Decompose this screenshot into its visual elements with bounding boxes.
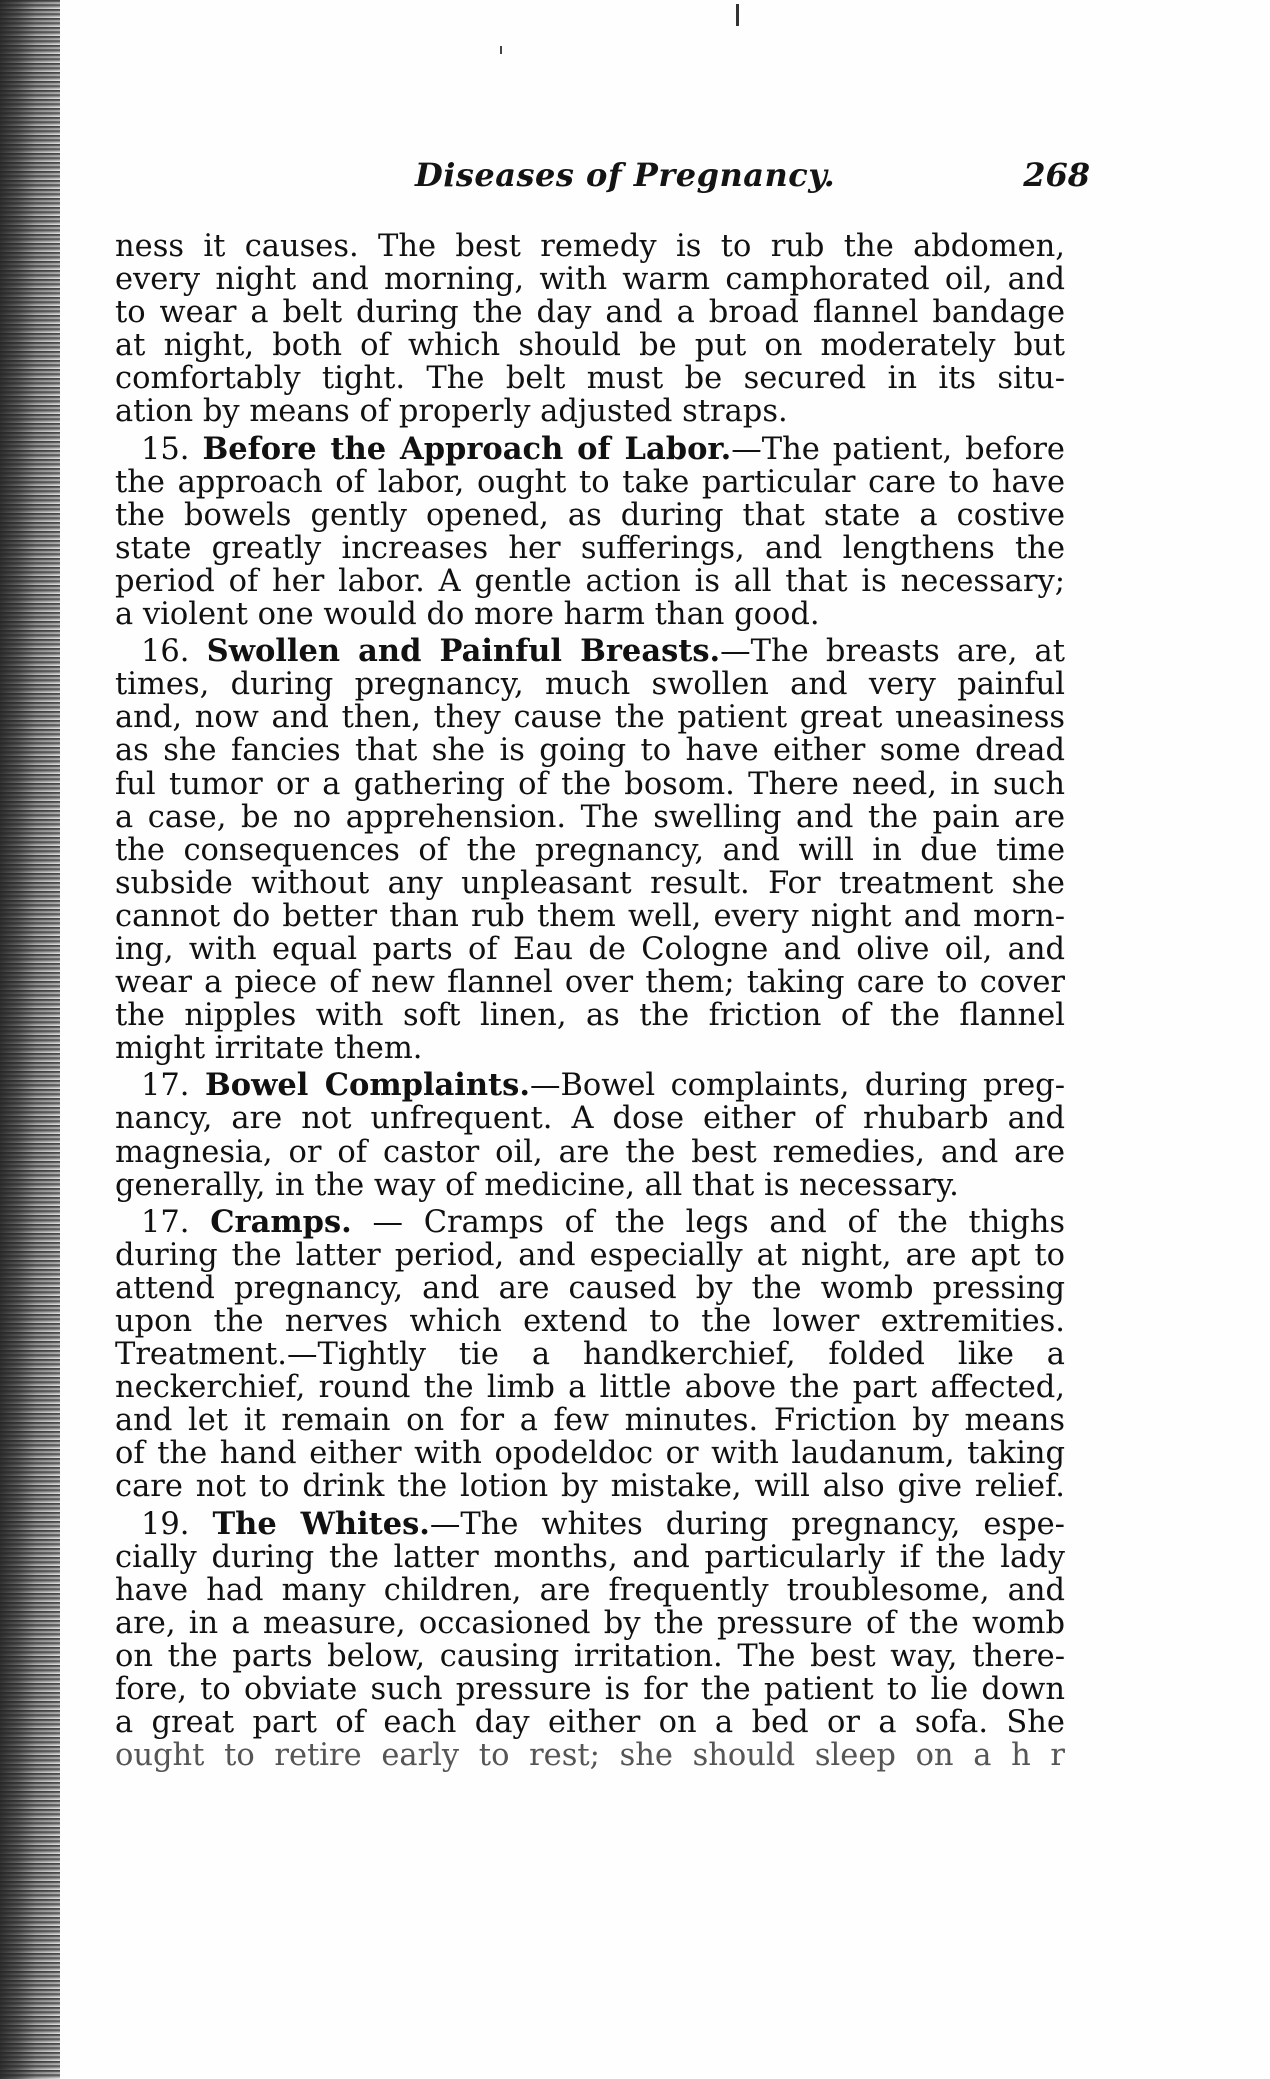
text-line: as she fancies that she is going to have either some dread <box>115 733 1065 769</box>
text-line: magnesia, or of castor oil, are the best remedies, and are <box>115 1134 1065 1170</box>
text-line: cially during the latter months, and particularly if the lady <box>115 1539 1065 1575</box>
book-binding-edge <box>0 0 60 2079</box>
section-first-line <box>115 430 1065 467</box>
section-number: 19. <box>141 1506 190 1542</box>
section-first-line <box>115 1203 1065 1240</box>
text-line: the approach of labor, ought to take particular care to have <box>115 464 1065 500</box>
section-number: 17. <box>141 1068 190 1104</box>
section-19 <box>115 1505 1065 1774</box>
text-line: and let it remain on for a few minutes. Friction by means <box>115 1403 1065 1439</box>
text-line: the bowels gently opened, as during that state a costive <box>115 497 1065 533</box>
text-line: the nipples with soft linen, as the friction of the flannel <box>115 998 1065 1034</box>
text-line: attend pregnancy, and are caused by the womb pressing <box>115 1270 1065 1306</box>
text-line: of the hand either with opodeldoc or with laudanum, taking <box>115 1436 1065 1472</box>
section-heading: Bowel Complaints. <box>204 1067 530 1104</box>
text-line: to wear a belt during the day and a broad flannel bandage <box>115 295 1065 331</box>
text-line: every night and morning, with warm camphorated oil, and <box>115 262 1065 298</box>
text-line: might irritate them. <box>115 1031 423 1067</box>
text-line: times, during pregnancy, much swollen and very painful <box>115 667 1065 703</box>
section-heading: The Whites. <box>212 1505 430 1542</box>
body-text <box>115 230 1065 1772</box>
text-line: subside without any unpleasant result. For treatment she <box>115 865 1065 901</box>
section-heading: Swollen and Painful Breasts. <box>206 633 721 670</box>
section-number: 15. <box>141 431 190 467</box>
text-line: on the parts below, causing irritation. The best way, there- <box>115 1638 1065 1674</box>
text-line: are, in a measure, occasioned by the pressure of the womb <box>115 1605 1065 1641</box>
text-line: wear a piece of new flannel over them; taking care to cover <box>115 965 1065 1001</box>
text-line: ing, with equal parts of Eau de Cologne and olive oil, and <box>115 931 1065 967</box>
section-first-line <box>115 1069 1065 1102</box>
text-line: comfortably tight. The belt must be secured in its situ- <box>115 361 1065 397</box>
text-line: neckerchief, round the limb a little above the part affected, <box>115 1370 1065 1406</box>
text-line: fore, to obviate such pressure is for the patient to lie down <box>115 1672 1065 1708</box>
page-number: 268 <box>1023 156 1090 194</box>
paragraph-continuation <box>115 230 1065 429</box>
section-first-line <box>115 635 1065 668</box>
text-line: generally, in the way of medicine, all that is necessary. <box>115 1167 959 1203</box>
text-line: care not to drink the lotion by mistake, will also give relief. <box>115 1469 1065 1505</box>
text-line: nancy, are not unfrequent. A dose either of rhubarb and <box>115 1101 1065 1137</box>
running-head: Diseases of Pregnancy. <box>415 156 836 194</box>
text-line: during the latter period, and especially at night, are apt to <box>115 1237 1065 1273</box>
text-line: at night, both of which should be put on moderately but <box>115 328 1065 364</box>
section-first-line <box>115 1505 1065 1542</box>
section-17-bowel <box>115 1069 1065 1201</box>
text-line: ful tumor or a gathering of the bosom. There need, in such <box>115 766 1065 802</box>
section-first-text: —The whites during pregnancy, espe- <box>429 1506 1065 1542</box>
section-16 <box>115 635 1065 1065</box>
ink-mark <box>736 4 739 26</box>
section-first-text: — Cramps of the legs and of the thighs <box>351 1204 1065 1240</box>
text-line: cannot do better than rub them well, every night and morn- <box>115 898 1065 934</box>
text-line: the consequences of the pregnancy, and will in due time <box>115 832 1065 868</box>
text-line: and, now and then, they cause the patient great uneasiness <box>115 700 1065 736</box>
text-line: a case, be no apprehension. The swelling and the pain are <box>115 799 1065 835</box>
text-line: a great part of each day either on a bed or a sofa. She <box>115 1705 1065 1741</box>
section-first-text: —The patient, before <box>731 431 1065 467</box>
section-number: 17. <box>141 1204 190 1240</box>
section-15 <box>115 430 1065 633</box>
section-number: 16. <box>141 634 190 670</box>
text-line: ation by means of properly adjusted straps. <box>115 394 788 430</box>
section-first-text: —Bowel complaints, during preg- <box>529 1068 1065 1104</box>
section-first-text: —The breasts are, at <box>720 634 1065 670</box>
section-heading: Before the Approach of Labor. <box>202 430 732 467</box>
text-line: a violent one would do more harm than good. <box>115 597 820 633</box>
section-17-cramps <box>115 1203 1065 1505</box>
ink-dot <box>500 46 502 54</box>
section-heading: Cramps. <box>210 1203 352 1240</box>
text-line: period of her labor. A gentle action is all that is necessary; <box>115 563 1065 599</box>
text-line: ness it causes. The best remedy is to rub the abdomen, <box>115 229 1065 264</box>
text-line: ought to retire early to rest; she should sleep on a h r <box>115 1738 1065 1774</box>
text-line: Treatment.—Tightly tie a handkerchief, folded like a <box>115 1337 1065 1373</box>
page-header <box>400 150 1090 210</box>
text-line: upon the nerves which extend to the lower extremities. <box>115 1304 1065 1339</box>
text-line: state greatly increases her sufferings, and lengthens the <box>115 530 1065 566</box>
text-line: have had many children, are frequently troublesome, and <box>115 1572 1065 1608</box>
